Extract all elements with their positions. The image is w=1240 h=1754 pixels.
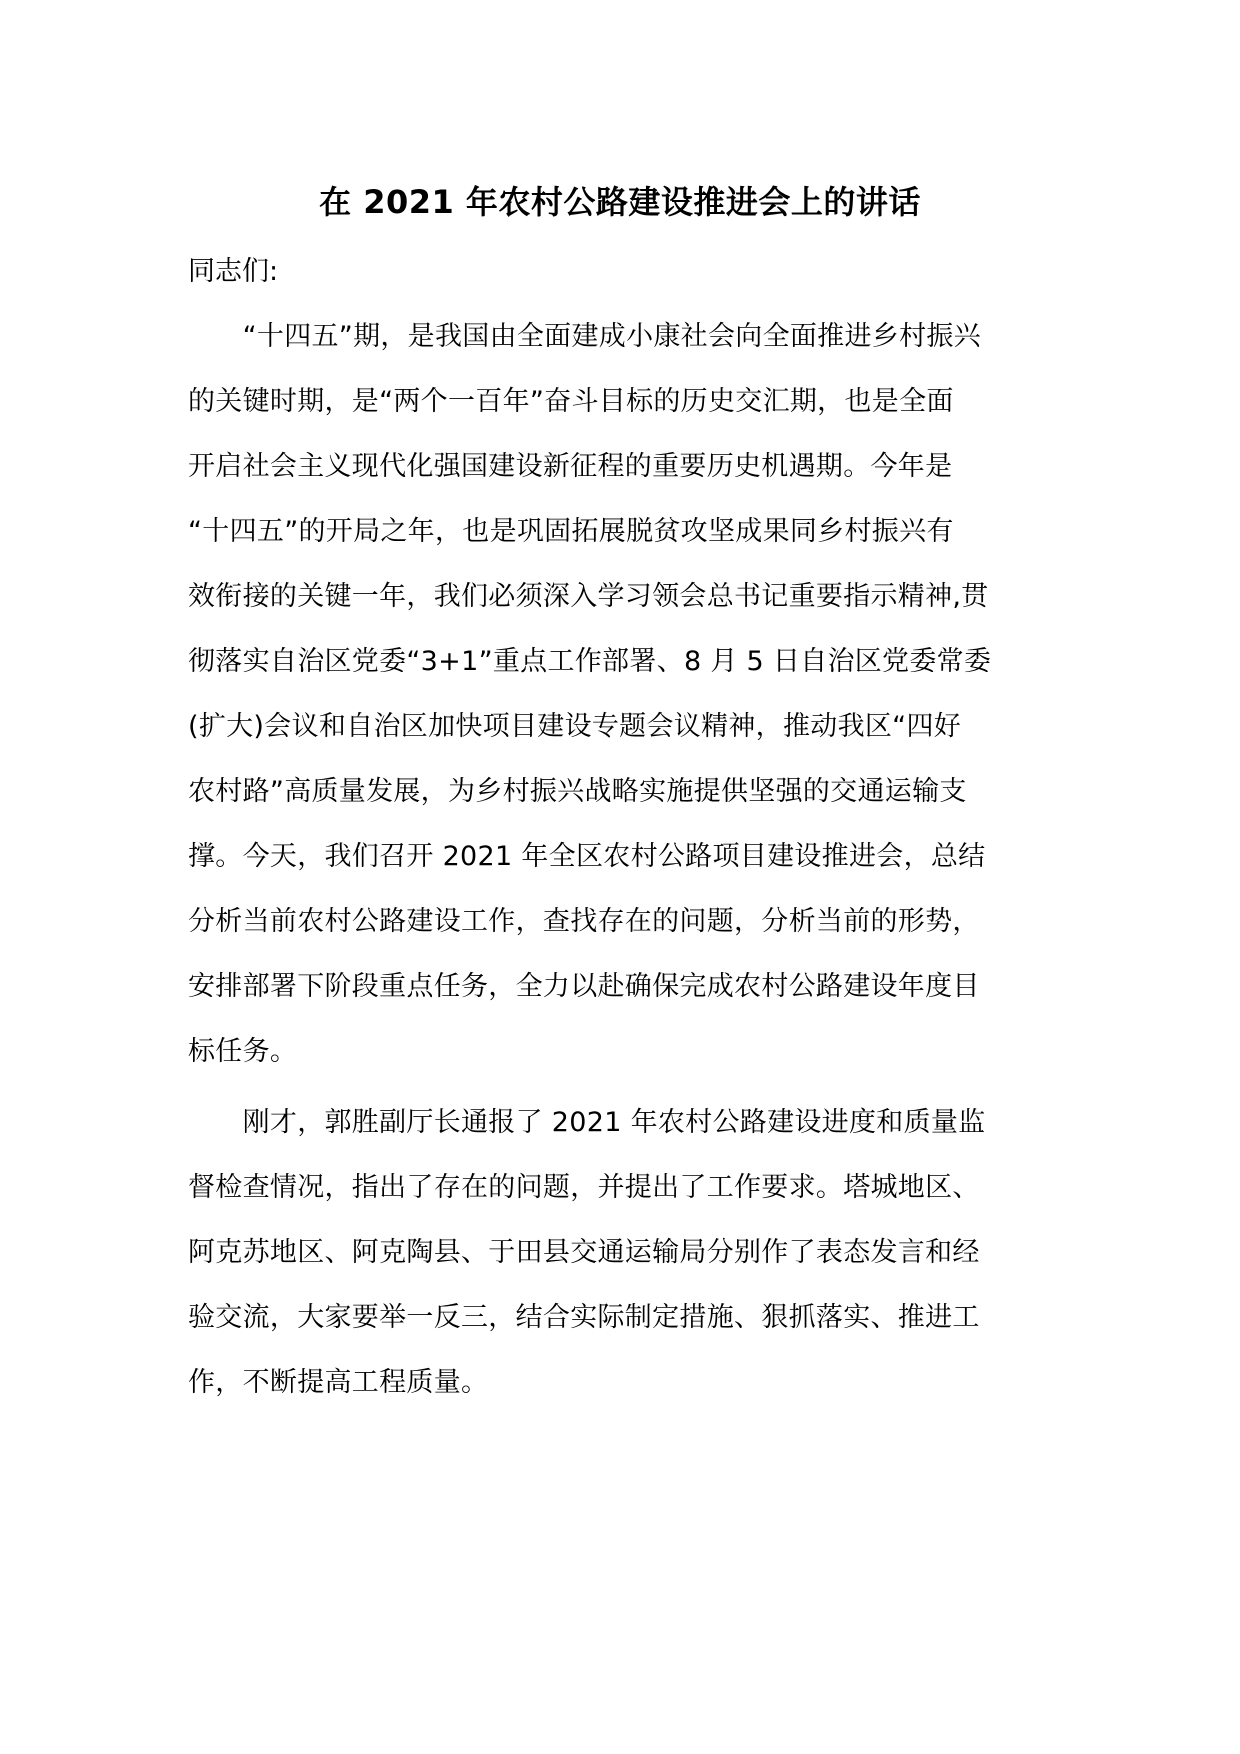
paragraph-line: 安排部署下阶段重点任务，全力以赴确保完成农村公路建设年度目 (188, 971, 980, 1002)
paragraph-line: 的关键时期，是“两个一百年”奋斗目标的历史交汇期，也是全面 (188, 386, 954, 417)
paragraph-1 (188, 317, 1052, 1097)
paragraph-line: 作，不断提高工程质量。 (188, 1367, 489, 1398)
paragraph-line: “十四五”的开局之年，也是巩固拓展脱贫攻坚成果同乡村振兴有 (188, 516, 954, 547)
paragraph-line: (扩大)会议和自治区加快项目建设专题会议精神，推动我区“四好 (188, 711, 962, 742)
paragraph-line: 开启社会主义现代化强国建设新征程的重要历史机遇期。今年是 (188, 451, 953, 482)
paragraph-line: 标任务。 (188, 1036, 298, 1067)
salutation: 同志们: (188, 256, 279, 287)
paragraph-line: 阿克苏地区、阿克陶县、于田县交通运输局分别作了表态发言和经 (188, 1237, 980, 1268)
paragraph-line: 彻落实自治区党委“3+1”重点工作部署、8 月 5 日自治区党委常委 (188, 646, 992, 677)
paragraph-line: 分析当前农村公路建设工作，查找存在的问题，分析当前的形势， (188, 906, 980, 937)
paragraph-line: 刚才，郭胜副厅长通报了 2021 年农村公路建设进度和质量监 (188, 1107, 986, 1138)
paragraph-line: 农村路”高质量发展，为乡村振兴战略实施提供坚强的交通运输支 (188, 776, 967, 807)
paragraph-line: “十四五”期，是我国由全面建成小康社会向全面推进乡村振兴 (188, 321, 981, 352)
document-title: 在 2021 年农村公路建设推进会上的讲话 (319, 183, 921, 221)
paragraph-line: 撑。今天，我们召开 2021 年全区农村公路项目建设推进会，总结 (188, 841, 986, 872)
paragraph-line: 效衔接的关键一年，我们必须深入学习领会总书记重要指示精神,贯 (188, 581, 989, 612)
paragraph-line: 督检查情况，指出了存在的问题，并提出了工作要求。塔城地区、 (188, 1172, 980, 1203)
paragraph-line: 验交流，大家要举一反三，结合实际制定措施、狠抓落实、推进工 (188, 1302, 980, 1333)
paragraph-2 (188, 1103, 1052, 1428)
